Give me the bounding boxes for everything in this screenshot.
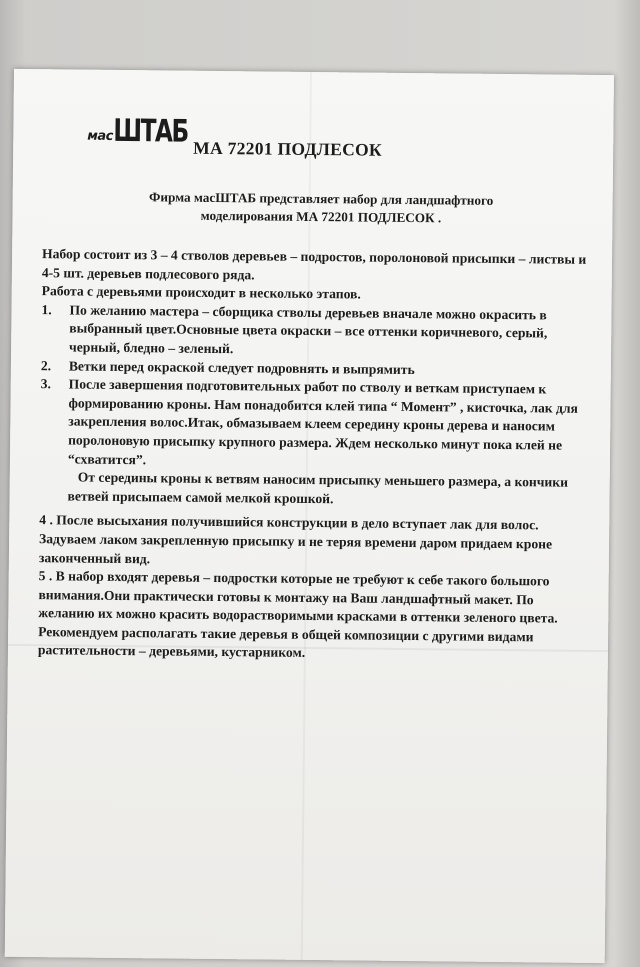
paper-sheet [5,69,614,963]
intro-line-1: Фирма масШТАБ представляет набор для ландшафтного [148,189,494,208]
intro-line-2: моделирования МА 72201 ПОДЛЕСОК . [200,207,442,226]
list-item-number: 1. [41,301,52,318]
list-item-number: 3. [40,376,52,392]
paragraph-step-5: 5 . В набор входят деревья – подростки которые не требуют к себе такого большого внимания.Они практически готовы к монтажу на Ваш ландшафтный макет. По желанию их можно красить водорастворимыми красками в оттенки зеленого цвета. Рекомендуем располагать такие деревья в общей композиции с другими видами растительности – деревьями, кустарником. [37,568,558,661]
list-item-text: По желанию мастера – сборщика стволы деревьев вначале можно окрасить в выбранный цвет.Основные цвета окраски – все оттенки коричневого, серый, черный, бледно – зеленый. [69,302,548,357]
list-item [40,375,586,474]
intro-block [54,187,587,229]
list-item-text: После завершения подготовительных работ по стволу и веткам приступаем к формированию кроны. Нам понадобится клей типа “ Момент” , кисточка, лак для закрепления волос.Итак, обмазываем клеем середину кроны дерева и наносим поролоновую присыпку крупного размера. Ждем несколько минут пока клей не “схватится”. [67,376,578,467]
paragraph-step-4: 4 . После высыхания получившийся конструкции в дело вступает лак для волос. Задуваем лаком закрепленную присыпку и не теряя времени даром придаем кроне законченный вид. [38,512,553,566]
list-item [41,301,587,362]
logo-prefix: мас [87,128,114,144]
document-content [37,112,589,666]
list-item-text: Ветки перед окраской следует подровнять и выпрямить [68,358,415,377]
paragraph-kit-contents: Набор состоит из 3 – 4 стволов деревьев – подростов, поролоновой присыпки – листвы и 4-5 шт. деревьев подлесового ряда. [41,246,587,282]
document-header [43,112,589,179]
list-item-continuation [39,468,584,511]
list-item-text: От середины кроны к ветвям наносим присыпку меньшего размера, а кончики ветвей присыпаем самой мелкой крошкой. [67,469,569,506]
paragraph-stages: Работа с деревьями происходит в несколько этапов. [41,283,361,302]
document-title: МА 72201 ПОДЛЕСОК [193,137,383,160]
logo-main: ШТАБ [112,112,188,150]
list-item-number [39,468,67,505]
list-item-number: 2. [40,357,52,373]
